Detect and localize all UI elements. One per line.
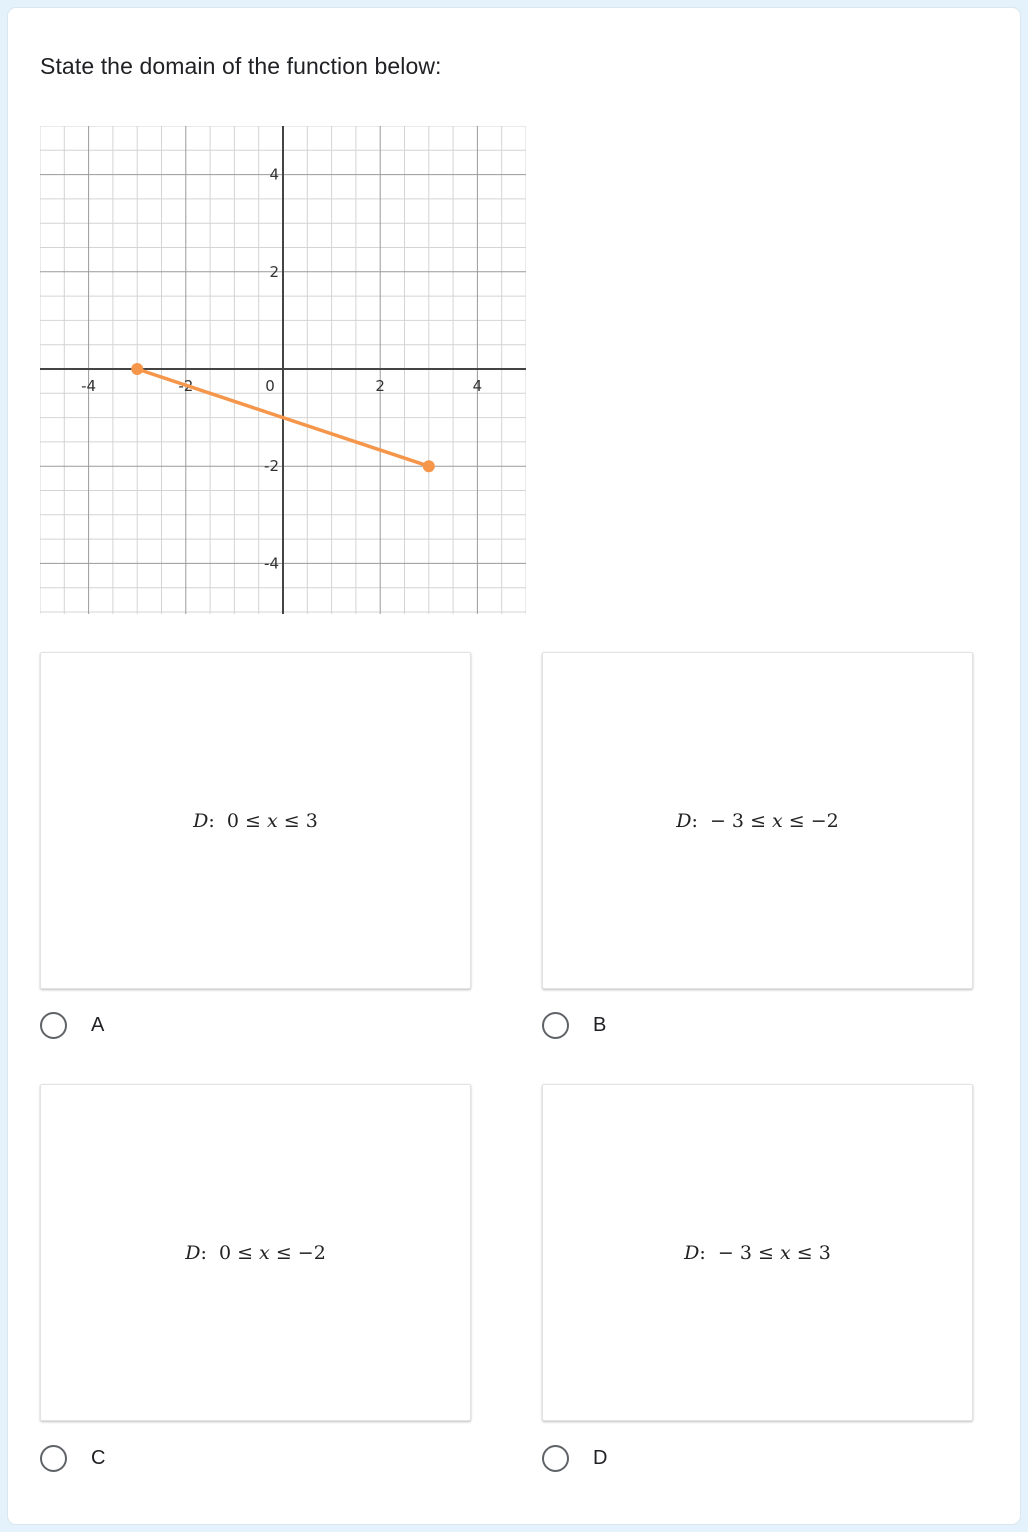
option-b-row[interactable] bbox=[542, 1009, 606, 1041]
y-tick-label: 2 bbox=[269, 262, 279, 281]
series-endpoint bbox=[131, 363, 143, 375]
option-c-expression: D: 0 ≤ x ≤ −2 bbox=[185, 1241, 326, 1264]
option-c-radio[interactable] bbox=[40, 1445, 67, 1472]
option-d-expression: D: − 3 ≤ x ≤ 3 bbox=[684, 1241, 831, 1264]
option-a-label: A bbox=[91, 1013, 105, 1036]
option-b-radio[interactable] bbox=[542, 1012, 569, 1039]
option-a-expression: D: 0 ≤ x ≤ 3 bbox=[193, 809, 318, 832]
option-a-row[interactable] bbox=[40, 1009, 104, 1041]
x-tick-label: 2 bbox=[375, 377, 385, 395]
option-a-radio[interactable] bbox=[40, 1012, 67, 1039]
question-title: State the domain of the function below: bbox=[40, 53, 442, 79]
option-b-image bbox=[542, 652, 973, 989]
y-tick-label: -2 bbox=[264, 457, 279, 476]
graph-svg bbox=[40, 126, 526, 614]
option-b-expression: D: − 3 ≤ x ≤ −2 bbox=[676, 809, 839, 832]
option-c-row[interactable] bbox=[40, 1442, 105, 1474]
option-d-label: D bbox=[593, 1446, 608, 1469]
option-d-image bbox=[542, 1084, 973, 1421]
series-endpoint bbox=[423, 460, 435, 472]
y-tick-label: -4 bbox=[264, 554, 279, 573]
x-tick-label: -4 bbox=[81, 377, 97, 395]
option-c-label: C bbox=[91, 1446, 106, 1469]
x-tick-label: 4 bbox=[472, 377, 483, 395]
option-d-radio[interactable] bbox=[542, 1445, 569, 1472]
x-tick-label: -2 bbox=[178, 377, 194, 395]
x-tick-label: 0 bbox=[265, 377, 275, 395]
function-graph bbox=[40, 126, 526, 614]
option-b-label: B bbox=[593, 1013, 607, 1036]
option-d-row[interactable] bbox=[542, 1442, 607, 1474]
option-c-image bbox=[40, 1084, 471, 1421]
option-a-image bbox=[40, 652, 471, 989]
y-tick-label: 4 bbox=[269, 165, 279, 184]
